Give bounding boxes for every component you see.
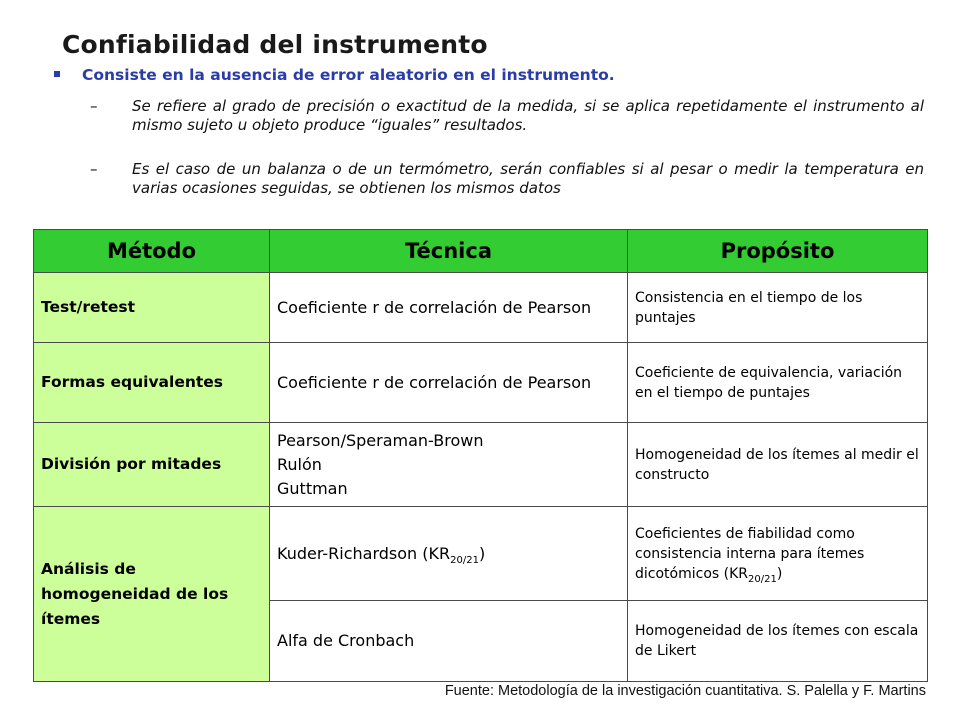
cell-proposito: Coeficiente de equivalencia, variación en el tiempo de puntajes xyxy=(628,343,928,423)
source-citation: Fuente: Metodología de la investigación cuantitativa. S. Palella y F. Martins xyxy=(444,683,926,699)
header-metodo: Método xyxy=(34,230,270,273)
cell-tecnica xyxy=(270,423,628,507)
proposito-text: Coeficientes de fiabilidad como consistencia interna para ítemes dicotómicos (KR xyxy=(635,525,865,582)
dash-bullet: – xyxy=(90,97,98,115)
sub-item-example xyxy=(90,160,924,197)
sub-item-text: Se refiere al grado de precisión o exactitud de la medida, si se aplica repetidamente el instrumento al mismo sujeto u objeto produce “iguales” resultados. xyxy=(132,97,924,134)
tecnica-line: Pearson/Speraman-Brown xyxy=(277,430,484,450)
kr-subscript: 20/21 xyxy=(748,573,777,585)
main-bullet xyxy=(54,66,934,84)
square-bullet-icon xyxy=(54,71,60,77)
cell-proposito: Homogeneidad de los ítemes con escala de Likert xyxy=(628,601,928,682)
table-header-row xyxy=(34,230,928,273)
slide-title: Confiabilidad del instrumento xyxy=(62,30,488,59)
cell-tecnica xyxy=(270,507,628,601)
sub-item-precision xyxy=(90,97,924,134)
table-row xyxy=(34,343,928,423)
kr-close: ) xyxy=(776,565,783,582)
cell-tecnica: Coeficiente r de correlación de Pearson xyxy=(270,343,628,423)
cell-proposito xyxy=(628,507,928,601)
cell-metodo: Formas equivalentes xyxy=(34,343,270,423)
cell-metodo: División por mitades xyxy=(34,423,270,507)
kr-close: ) xyxy=(478,543,486,563)
cell-proposito: Consistencia en el tiempo de los puntajes xyxy=(628,273,928,343)
kr-subscript: 20/21 xyxy=(450,554,479,566)
header-tecnica: Técnica xyxy=(270,230,628,273)
table-row xyxy=(34,507,928,601)
dash-bullet: – xyxy=(90,160,98,178)
tecnica-line: Rulón xyxy=(277,454,322,474)
cell-tecnica: Alfa de Cronbach xyxy=(270,601,628,682)
table-row xyxy=(34,273,928,343)
main-bullet-text: Consiste en la ausencia de error aleatorio en el instrumento. xyxy=(82,66,615,84)
cell-metodo: Análisis de homogeneidad de los ítemes xyxy=(34,507,270,682)
cell-proposito: Homogeneidad de los ítemes al medir el constructo xyxy=(628,423,928,507)
cell-tecnica: Coeficiente r de correlación de Pearson xyxy=(270,273,628,343)
table-row xyxy=(34,423,928,507)
reliability-methods-table xyxy=(33,229,928,682)
tecnica-line: Guttman xyxy=(277,478,348,498)
header-proposito: Propósito xyxy=(628,230,928,273)
sub-item-text: Es el caso de un balanza o de un termómetro, serán confiables si al pesar o medir la temperatura en varias ocasiones seguidas, se obtienen los mismos datos xyxy=(132,160,924,197)
kr-text: Kuder-Richardson (KR xyxy=(277,543,451,563)
cell-metodo: Test/retest xyxy=(34,273,270,343)
